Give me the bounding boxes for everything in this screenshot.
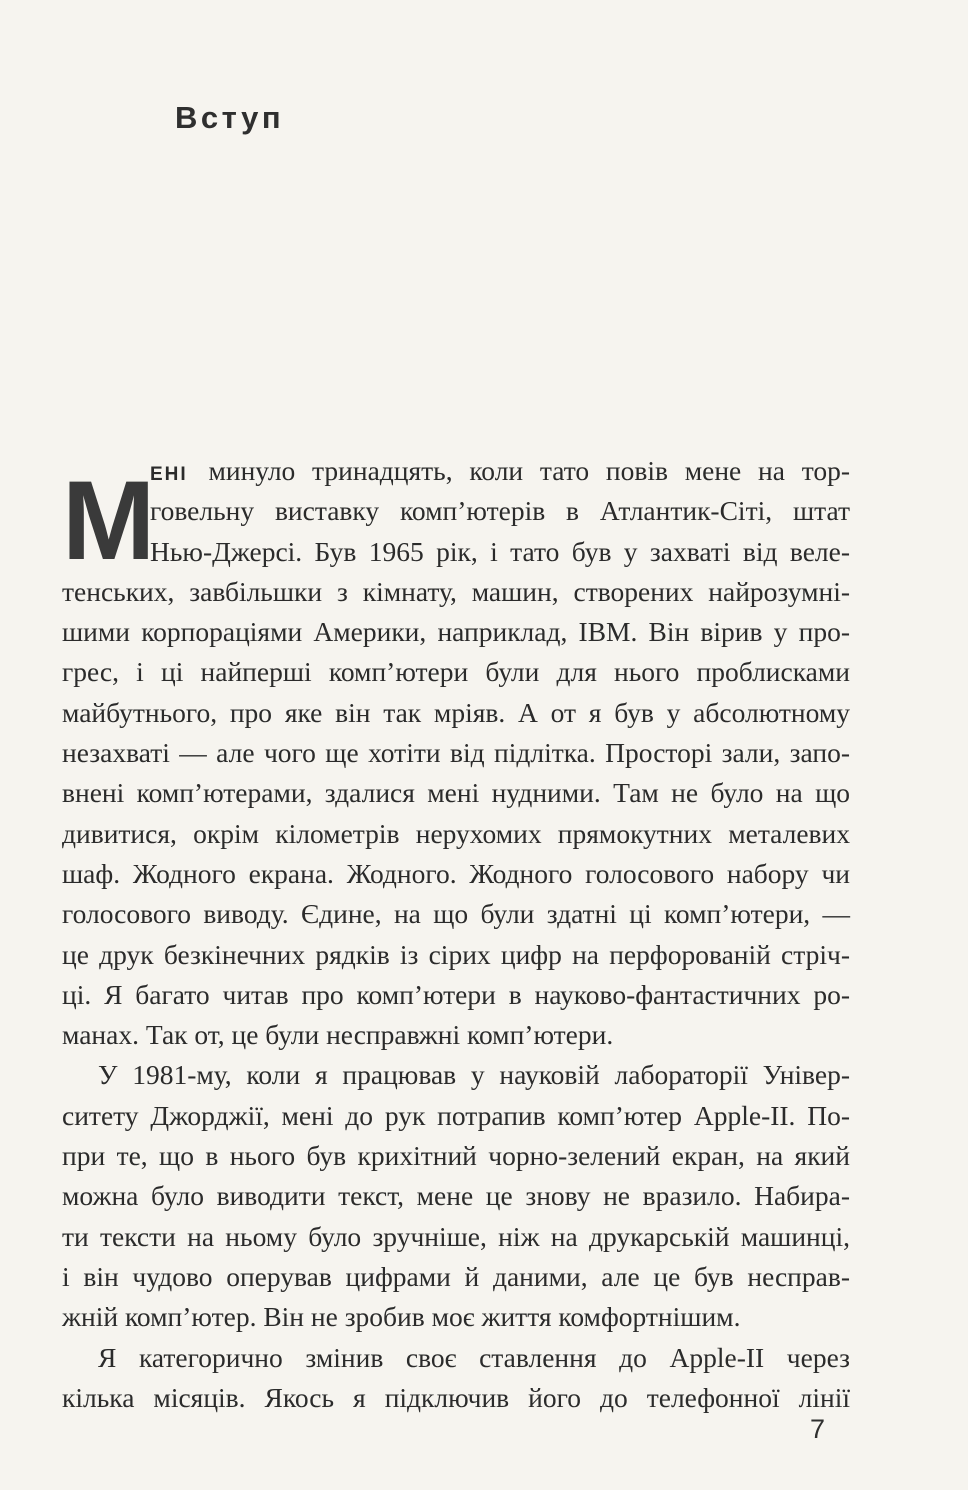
text-line: дивитися, окрім кілометрів нерухомих прямокутних металевих (62, 817, 850, 849)
text-line: ти тексти на ньому було зручніше, ніж на друкарській машинці, (62, 1220, 850, 1252)
text-line: ці. Я багато читав про комп’ютери в науково-фантастичних ро- (62, 978, 850, 1010)
text-line: тенських, завбільшки з кімнату, машин, створених найрозумні- (62, 575, 850, 607)
first-word-smallcaps: ЕНІ (150, 464, 188, 485)
text-line: можна було виводити текст, мене це знову не вразило. Набира- (62, 1180, 850, 1212)
text-line: Нью-Джерсі. Був 1965 рік, і тато був у захваті від веле- (150, 535, 850, 567)
page-number: 7 (810, 1414, 826, 1444)
text-line: У 1981-му, коли я працював у науковій лабораторії Універ- (98, 1059, 850, 1091)
paragraph-3 (62, 1338, 850, 1419)
text-line: манах. Так от, це були несправжні комп’ютери. (62, 1019, 614, 1051)
text-line: це друк безкінечних рядків із сірих цифр на перфорованій стріч- (62, 938, 850, 970)
text-line (150, 451, 850, 491)
text-line-content: минуло тринадцять, коли тато повів мене на тор- (208, 455, 851, 486)
text-line: і він чудово оперував цифрами й даними, але це був несправ- (62, 1260, 850, 1292)
paragraph-1 (62, 451, 850, 1055)
text-line: незахваті — але чого ще хотіти від підлітка. Просторі зали, запо- (62, 737, 850, 769)
text-line: Я категорично змінив своє ставлення до Apple-II через (98, 1341, 850, 1373)
drop-cap: М (62, 458, 154, 583)
text-line: шими корпораціями Америки, наприклад, IBM. Він вірив у про- (62, 616, 850, 648)
text-line: внені комп’ютерами, здалися мені нудними. Там не було на що (62, 777, 850, 809)
text-line: кілька місяців. Якось я підключив його до телефонної лінії (62, 1381, 850, 1413)
text-line: майбутнього, про яке він так мріяв. А от я був у абсолютному (62, 696, 850, 728)
text-line: жній комп’ютер. Він не зробив моє життя комфортнішим. (62, 1301, 741, 1333)
text-line: грес, і ці найперші комп’ютери були для нього проблисками (62, 656, 850, 688)
text-line: шаф. Жодного екрана. Жодного. Жодного голосового набору чи (62, 857, 850, 889)
text-line: при те, що в нього був крихітний чорно-зелений екран, на який (62, 1140, 850, 1172)
paragraph-2 (62, 1055, 850, 1337)
body-text (62, 451, 850, 1418)
text-line: голосового виводу. Єдине, на що були здатні ці комп’ютери, — (62, 898, 850, 930)
text-line: говельну виставку комп’ютерів в Атлантик-Сіті, штат (150, 495, 850, 527)
chapter-title: Вступ (175, 100, 285, 135)
text-line: ситету Джорджії, мені до рук потрапив комп’ютер Apple-II. По- (62, 1099, 850, 1131)
